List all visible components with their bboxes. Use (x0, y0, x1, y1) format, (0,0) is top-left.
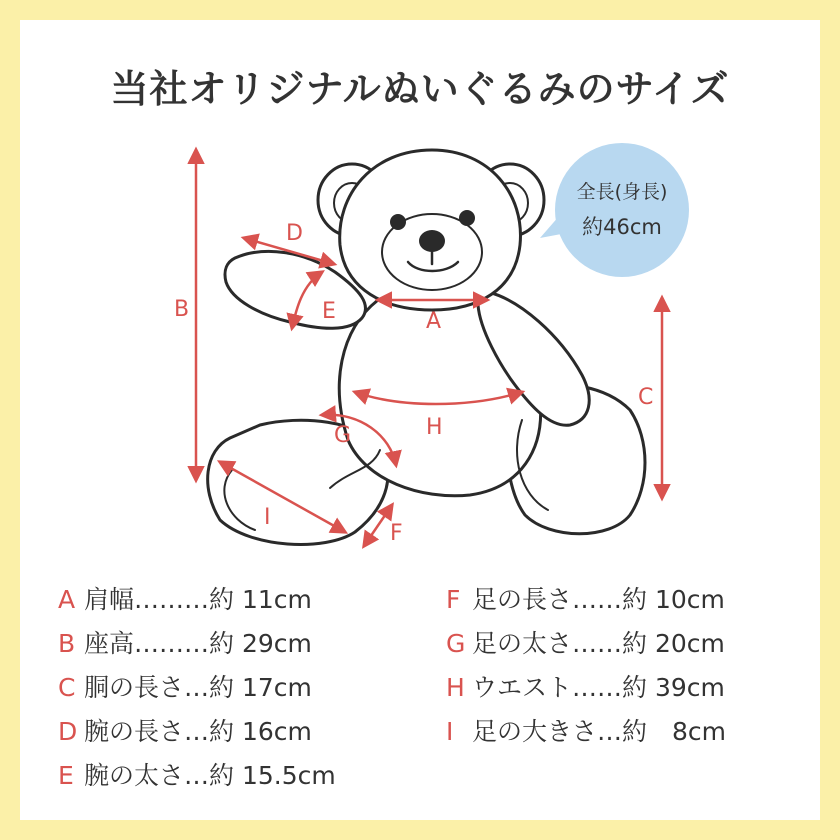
legend-key: D (58, 717, 78, 746)
letter-B: B (174, 297, 190, 322)
legend-value: 約 20cm (622, 629, 725, 658)
bubble-line-2: 約46cm (582, 215, 662, 239)
letter-G: G (334, 423, 352, 448)
legend-label: 足の大きさ (472, 717, 598, 746)
page-title: 当社オリジナルぬいぐるみのサイズ (110, 67, 730, 111)
legend-row-H: H ウエスト……約 39cm (446, 668, 725, 704)
letter-A: A (426, 309, 442, 334)
legend-label: 腕の太さ (84, 761, 185, 790)
bear-left-eye (390, 214, 406, 230)
legend-key: E (58, 761, 74, 790)
letter-D: D (286, 221, 303, 246)
bear-head (340, 150, 521, 310)
letter-F: F (390, 521, 403, 546)
legend-row-A: A 肩幅………約 11cm (58, 580, 312, 616)
total-height-bubble (540, 143, 689, 277)
legend-row-B: B 座高………約 29cm (58, 624, 312, 660)
legend-key: B (58, 629, 76, 658)
legend-row-C: C 胴の長さ…約 17cm (58, 668, 312, 704)
letter-C: C (638, 385, 654, 410)
letter-H: H (426, 415, 443, 440)
legend-row-D: D 腕の長さ…約 16cm (58, 712, 312, 748)
legend-label: 胴の長さ (84, 673, 185, 702)
legend-label: 座高 (84, 629, 135, 658)
legend-label: 足の長さ (472, 585, 573, 614)
legend-value: 約 11cm (209, 585, 312, 614)
bubble-line-1: 全長(身長) (576, 181, 668, 203)
legend-key: H (446, 673, 465, 702)
legend-key: F (446, 585, 461, 614)
legend-row-G: G 足の太さ……約 20cm (446, 624, 725, 660)
legend-value: 約 10cm (622, 585, 725, 614)
legend-value: 約 29cm (209, 629, 312, 658)
legend-value: 約 8cm (622, 717, 727, 746)
bear-nose (419, 230, 445, 252)
legend-row-I: I 足の大きさ…約 8cm (446, 712, 726, 748)
bear-right-eye (459, 210, 475, 226)
legend-key: C (58, 673, 76, 702)
letter-E: E (322, 299, 336, 324)
legend-value: 約 17cm (209, 673, 312, 702)
legend-value: 約 39cm (622, 673, 725, 702)
legend-label: 腕の長さ (84, 717, 185, 746)
legend-label: 足の太さ (472, 629, 573, 658)
letter-I: I (264, 505, 271, 530)
legend-value: 約 16cm (209, 717, 312, 746)
legend-label: ウエスト (472, 673, 573, 702)
legend-key: I (446, 717, 454, 746)
legend-key: G (446, 629, 466, 658)
legend-row-E: E 腕の太さ…約 15.5cm (58, 756, 336, 792)
legend-key: A (58, 585, 76, 614)
legend-row-F: F 足の長さ……約 10cm (446, 580, 725, 616)
legend-value: 約 15.5cm (209, 761, 336, 790)
legend-label: 肩幅 (84, 585, 135, 614)
